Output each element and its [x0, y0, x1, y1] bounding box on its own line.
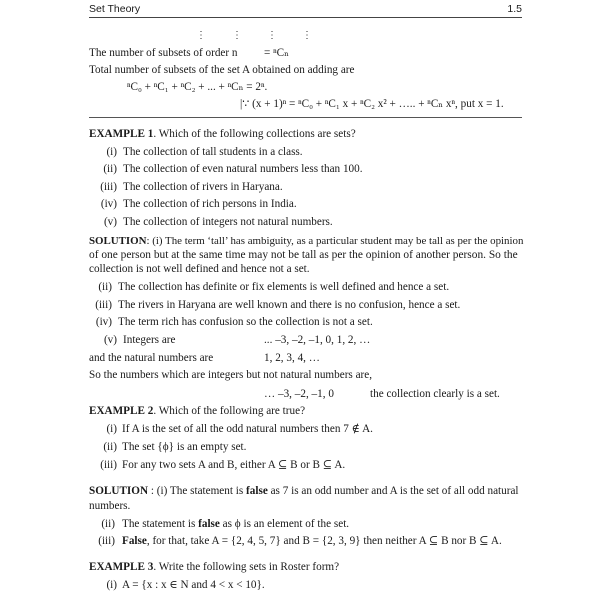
item-label: (iv) [95, 316, 112, 328]
naturals-label: and the natural numbers are [89, 352, 214, 364]
example1-item: The collection of rich persons in India. [123, 198, 297, 210]
example3-question: . Write the following sets in Roster form? [153, 561, 340, 573]
result-text: the collection clearly is a set. [370, 388, 500, 400]
item-label: (iii) [95, 299, 112, 311]
sum-formula: ⁿC₀ + ⁿC₁ + ⁿC₂ + ... + ⁿCₙ = 2ⁿ. [127, 81, 268, 93]
vertical-ellipsis: ⋮ [232, 30, 242, 41]
vertical-ellipsis: ⋮ [302, 30, 312, 41]
example1-item: The collection of tall students in a class. [123, 146, 303, 158]
item-label: (ii) [103, 441, 117, 453]
item-label: (v) [103, 334, 117, 346]
vertical-ellipsis: ⋮ [267, 30, 277, 41]
item-label: (ii) [101, 518, 115, 530]
solution1-line3: collection is not well defined and hence not a set. [89, 263, 310, 275]
solution2-heading: SOLUTION [89, 485, 149, 497]
solution2-line2: numbers. [89, 500, 131, 512]
chapter-title: Set Theory [89, 3, 141, 15]
solution2-line1: SOLUTION : (i) The statement is false as 7 is an odd number and A is the set of all odd natural [89, 485, 519, 497]
total-subsets-line: Total number of subsets of the set A obtained on adding are [89, 64, 355, 76]
example3-item: A = {x : x ∈ N and 4 < x < 10}. [122, 579, 265, 591]
item-label: (i) [106, 579, 117, 591]
solution1-line2: of one person but at the same time may not be tall as per the opinion of another person. So the [89, 249, 518, 261]
subsets-order-value: = ⁿCₙ [264, 47, 289, 59]
example2-question: . Which of the following are true? [153, 405, 306, 417]
section-divider [89, 117, 522, 118]
example1-heading: EXAMPLE 1 [89, 128, 154, 140]
result-value: … –3, –2, –1, 0 [264, 388, 334, 400]
item-label: (ii) [103, 163, 117, 175]
item-label: (iii) [100, 181, 117, 193]
example1-question: . Which of the following collections are sets? [153, 128, 356, 140]
item-label: (iii) [98, 535, 115, 547]
solution1-item: The rivers in Haryana are well known and there is no confusion, hence a set. [118, 299, 461, 311]
example3-heading-line [89, 560, 339, 574]
example2-item: If A is the set of all the odd natural numbers then 7 ∉ A. [122, 423, 373, 435]
example1-item: The collection of rivers in Haryana. [123, 181, 283, 193]
solution1-item: The collection has definite or fix elements is well defined and hence a set. [118, 281, 450, 293]
solution1-heading: SOLUTION [89, 235, 147, 247]
page-number: 1.5 [507, 3, 522, 15]
integers-label: Integers are [123, 334, 176, 346]
item-label: (i) [106, 423, 117, 435]
solution1-line1: SOLUTION: (i) The term ‘tall’ has ambiguity, as a particular student may be tall as per the opinion [89, 235, 524, 247]
integers-value: ... –3, –2, –1, 0, 1, 2, … [264, 334, 371, 346]
running-header [89, 2, 522, 18]
subsets-order-label: The number of subsets of order n [89, 47, 238, 59]
example1-heading-line [89, 127, 356, 141]
solution2-item: The statement is false as ϕ is an element of the set. [122, 518, 350, 530]
example2-item: For any two sets A and B, either A ⊆ B or B ⊆ A. [122, 459, 346, 471]
item-label: (ii) [98, 281, 112, 293]
example2-heading: EXAMPLE 2 [89, 405, 154, 417]
naturals-value: 1, 2, 3, 4, … [264, 352, 320, 364]
example2-item: The set {ϕ} is an empty set. [122, 441, 247, 453]
vertical-ellipsis: ⋮ [196, 30, 206, 41]
item-label: (v) [103, 216, 117, 228]
solution1-item: The term rich has confusion so the collection is not a set. [118, 316, 373, 328]
example2-heading-line [89, 404, 305, 418]
so-line: So the numbers which are integers but not natural numbers are, [89, 369, 373, 381]
binomial-reason: |∵ (x + 1)ⁿ = ⁿC₀ + ⁿC₁ x + ⁿC₂ x² + ….. + ⁿCₙ xⁿ, put x = 1. [240, 98, 504, 110]
solution2-item: False, for that, take A = {2, 4, 5, 7} and B = {2, 3, 9} then neither A ⊆ B nor B ⊆ A. [122, 535, 502, 547]
example1-item: The collection of even natural numbers less than 100. [123, 163, 363, 175]
item-label: (i) [106, 146, 117, 158]
example1-item: The collection of integers not natural numbers. [123, 216, 333, 228]
example3-heading: EXAMPLE 3 [89, 561, 154, 573]
item-label: (iii) [100, 459, 117, 471]
item-label: (iv) [100, 198, 117, 210]
